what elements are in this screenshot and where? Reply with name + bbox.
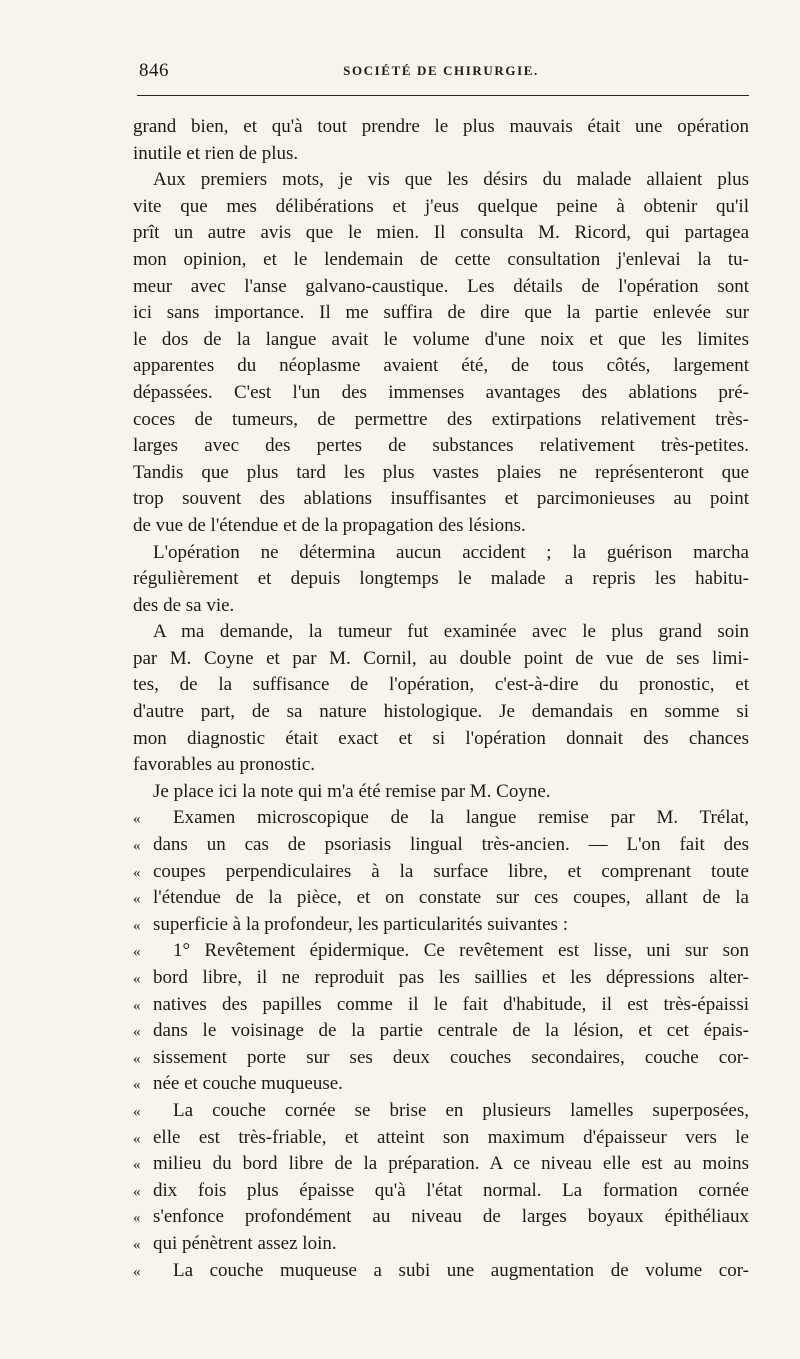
quoted-line: [133, 1125, 749, 1152]
quoted-line: [133, 1151, 749, 1178]
quoted-line: [133, 1045, 749, 1072]
quoted-line: [133, 912, 749, 939]
text-line: tes, de la suffisance de l'opération, c'est-à-dire du pronostic, et: [133, 674, 749, 696]
text-line: apparentes du néoplasme avaient été, de tous côtés, largement: [133, 355, 749, 377]
text-line: vite que mes délibérations et j'eus quelque peine à obtenir qu'il: [133, 195, 749, 217]
quoted-text: l'étendue de la pièce, et on constate sur ces coupes, allant de la: [153, 887, 749, 909]
quote-mark: «: [133, 1130, 141, 1147]
text-line: coces de tumeurs, de permettre des extirpations relativement très-: [133, 408, 749, 430]
quoted-text: bord libre, il ne reproduit pas les saillies et les dépressions alter-: [153, 967, 749, 988]
quote-mark: «: [133, 944, 141, 961]
quoted-line: [133, 1204, 749, 1231]
header-rule: [137, 95, 749, 96]
quote-mark: «: [133, 1103, 141, 1120]
quoted-text: elle est très-friable, et atteint son maximum d'épaisseur vers le: [153, 1126, 749, 1148]
quoted-text: sissement porte sur ses deux couches secondaires, couche cor-: [153, 1046, 749, 1068]
quoted-text: dans un cas de psoriasis lingual très-ancien. — L'on fait des: [153, 834, 749, 856]
text-line: L'opération ne détermina aucun accident ; la guérison marcha: [153, 541, 749, 563]
text-line: par M. Coyne et par M. Cornil, au double point de vue de ses limi-: [133, 647, 749, 669]
quoted-text: 1° Revêtement épidermique. Ce revêtement est lisse, uni sur son: [173, 940, 749, 962]
text-line: grand bien, et qu'à tout prendre le plus mauvais était une opération: [133, 116, 749, 137]
quoted-line: [133, 938, 749, 965]
text-line: le dos de la langue avait le volume d'une noix et que les limites: [133, 328, 749, 350]
quote-mark: «: [133, 1024, 141, 1041]
quote-mark: «: [133, 997, 141, 1014]
quoted-text: qui pénètrent assez loin.: [153, 1232, 337, 1254]
text-line: mon diagnostic était exact et si l'opération donnait des chances: [133, 727, 749, 749]
quoted-line: [133, 1231, 749, 1258]
quoted-line: [133, 1018, 749, 1045]
text-line: d'autre part, de sa nature histologique. Je demandais en somme si: [133, 701, 749, 723]
quoted-line: [133, 992, 749, 1019]
quote-mark: «: [133, 1157, 141, 1174]
quote-mark: «: [133, 838, 141, 855]
text-line: dépassées. C'est l'un des immenses avantages des ablations pré-: [133, 381, 749, 403]
page-header: [133, 58, 749, 88]
text-line: des de sa vie.: [133, 594, 235, 616]
quote-mark: «: [133, 1050, 141, 1067]
quoted-text: Examen microscopique de la langue remise par M. Trélat,: [173, 807, 749, 829]
quoted-line: [133, 965, 749, 992]
text-line: ici sans importance. Il me suffira de dire que la partie enlevée sur: [133, 302, 749, 324]
text-line: mon opinion, et le lendemain de cette consultation j'enlevai la tu-: [133, 248, 749, 270]
quoted-line: [133, 885, 749, 912]
quote-mark: «: [133, 891, 141, 908]
quote-mark: «: [133, 1210, 141, 1227]
text-line: de vue de l'étendue et de la propagation des lésions.: [133, 514, 526, 536]
quoted-text: dans le voisinage de la partie centrale de la lésion, et cet épais-: [153, 1020, 749, 1042]
text-line: régulièrement et depuis longtemps le malade a repris les habitu-: [133, 568, 749, 590]
document-page: [133, 58, 749, 1281]
quoted-line: [133, 1178, 749, 1205]
text-line: Tandis que plus tard les plus vastes plaies ne représenteront que: [133, 461, 749, 483]
text-line: trop souvent des ablations insuffisantes et parcimonieuses au point: [133, 488, 749, 510]
quote-mark: «: [133, 1263, 141, 1280]
quoted-line: [133, 1258, 749, 1285]
quote-mark: «: [133, 811, 141, 828]
text-line: inutile et rien de plus.: [133, 142, 299, 164]
quoted-line: [133, 1071, 749, 1098]
quoted-line: [133, 805, 749, 832]
quoted-text: dix fois plus épaisse qu'à l'état normal. La formation cornée: [153, 1179, 749, 1201]
text-line: meur avec l'anse galvano-caustique. Les détails de l'opération sont: [133, 275, 749, 297]
quoted-line: [133, 832, 749, 859]
running-head: SOCIÉTÉ DE CHIRURGIE.: [343, 63, 539, 78]
quoted-text: superficie à la profondeur, les particularités suivantes :: [153, 913, 568, 935]
text-line: Aux premiers mots, je vis que les désirs du malade allaient plus: [153, 169, 749, 191]
quoted-text: née et couche muqueuse.: [153, 1073, 343, 1095]
text-line: larges avec des pertes de substances relativement très-petites.: [133, 435, 749, 457]
quote-mark: «: [133, 1077, 141, 1094]
quoted-line: [133, 1098, 749, 1125]
body-text: [133, 114, 749, 1284]
quoted-text: coupes perpendiculaires à la surface libre, et comprenant toute: [153, 860, 749, 882]
quote-mark: «: [133, 1236, 141, 1253]
quoted-text: milieu du bord libre de la préparation. A ce niveau elle est au moins: [153, 1153, 749, 1175]
quoted-text: La couche cornée se brise en plusieurs lamelles superposées,: [173, 1099, 749, 1121]
quoted-text: s'enfonce profondément au niveau de larges boyaux épithéliaux: [153, 1206, 749, 1228]
text-line: A ma demande, la tumeur fut examinée avec le plus grand soin: [153, 621, 749, 643]
text-line: prît un autre avis que le mien. Il consulta M. Ricord, qui partagea: [133, 222, 749, 244]
quoted-text: natives des papilles comme il le fait d'habitude, il est très-épaissi: [153, 993, 749, 1015]
text-line: Je place ici la note qui m'a été remise par M. Coyne.: [153, 780, 551, 802]
quote-mark: «: [133, 971, 141, 987]
quote-mark: «: [133, 864, 141, 881]
quoted-text: La couche muqueuse a subi une augmentation de volume cor-: [173, 1259, 749, 1281]
quote-mark: «: [133, 917, 141, 934]
text-line: favorables au pronostic.: [133, 754, 316, 776]
quoted-line: [133, 859, 749, 886]
quote-mark: «: [133, 1183, 141, 1200]
page-number: 846: [139, 60, 169, 81]
